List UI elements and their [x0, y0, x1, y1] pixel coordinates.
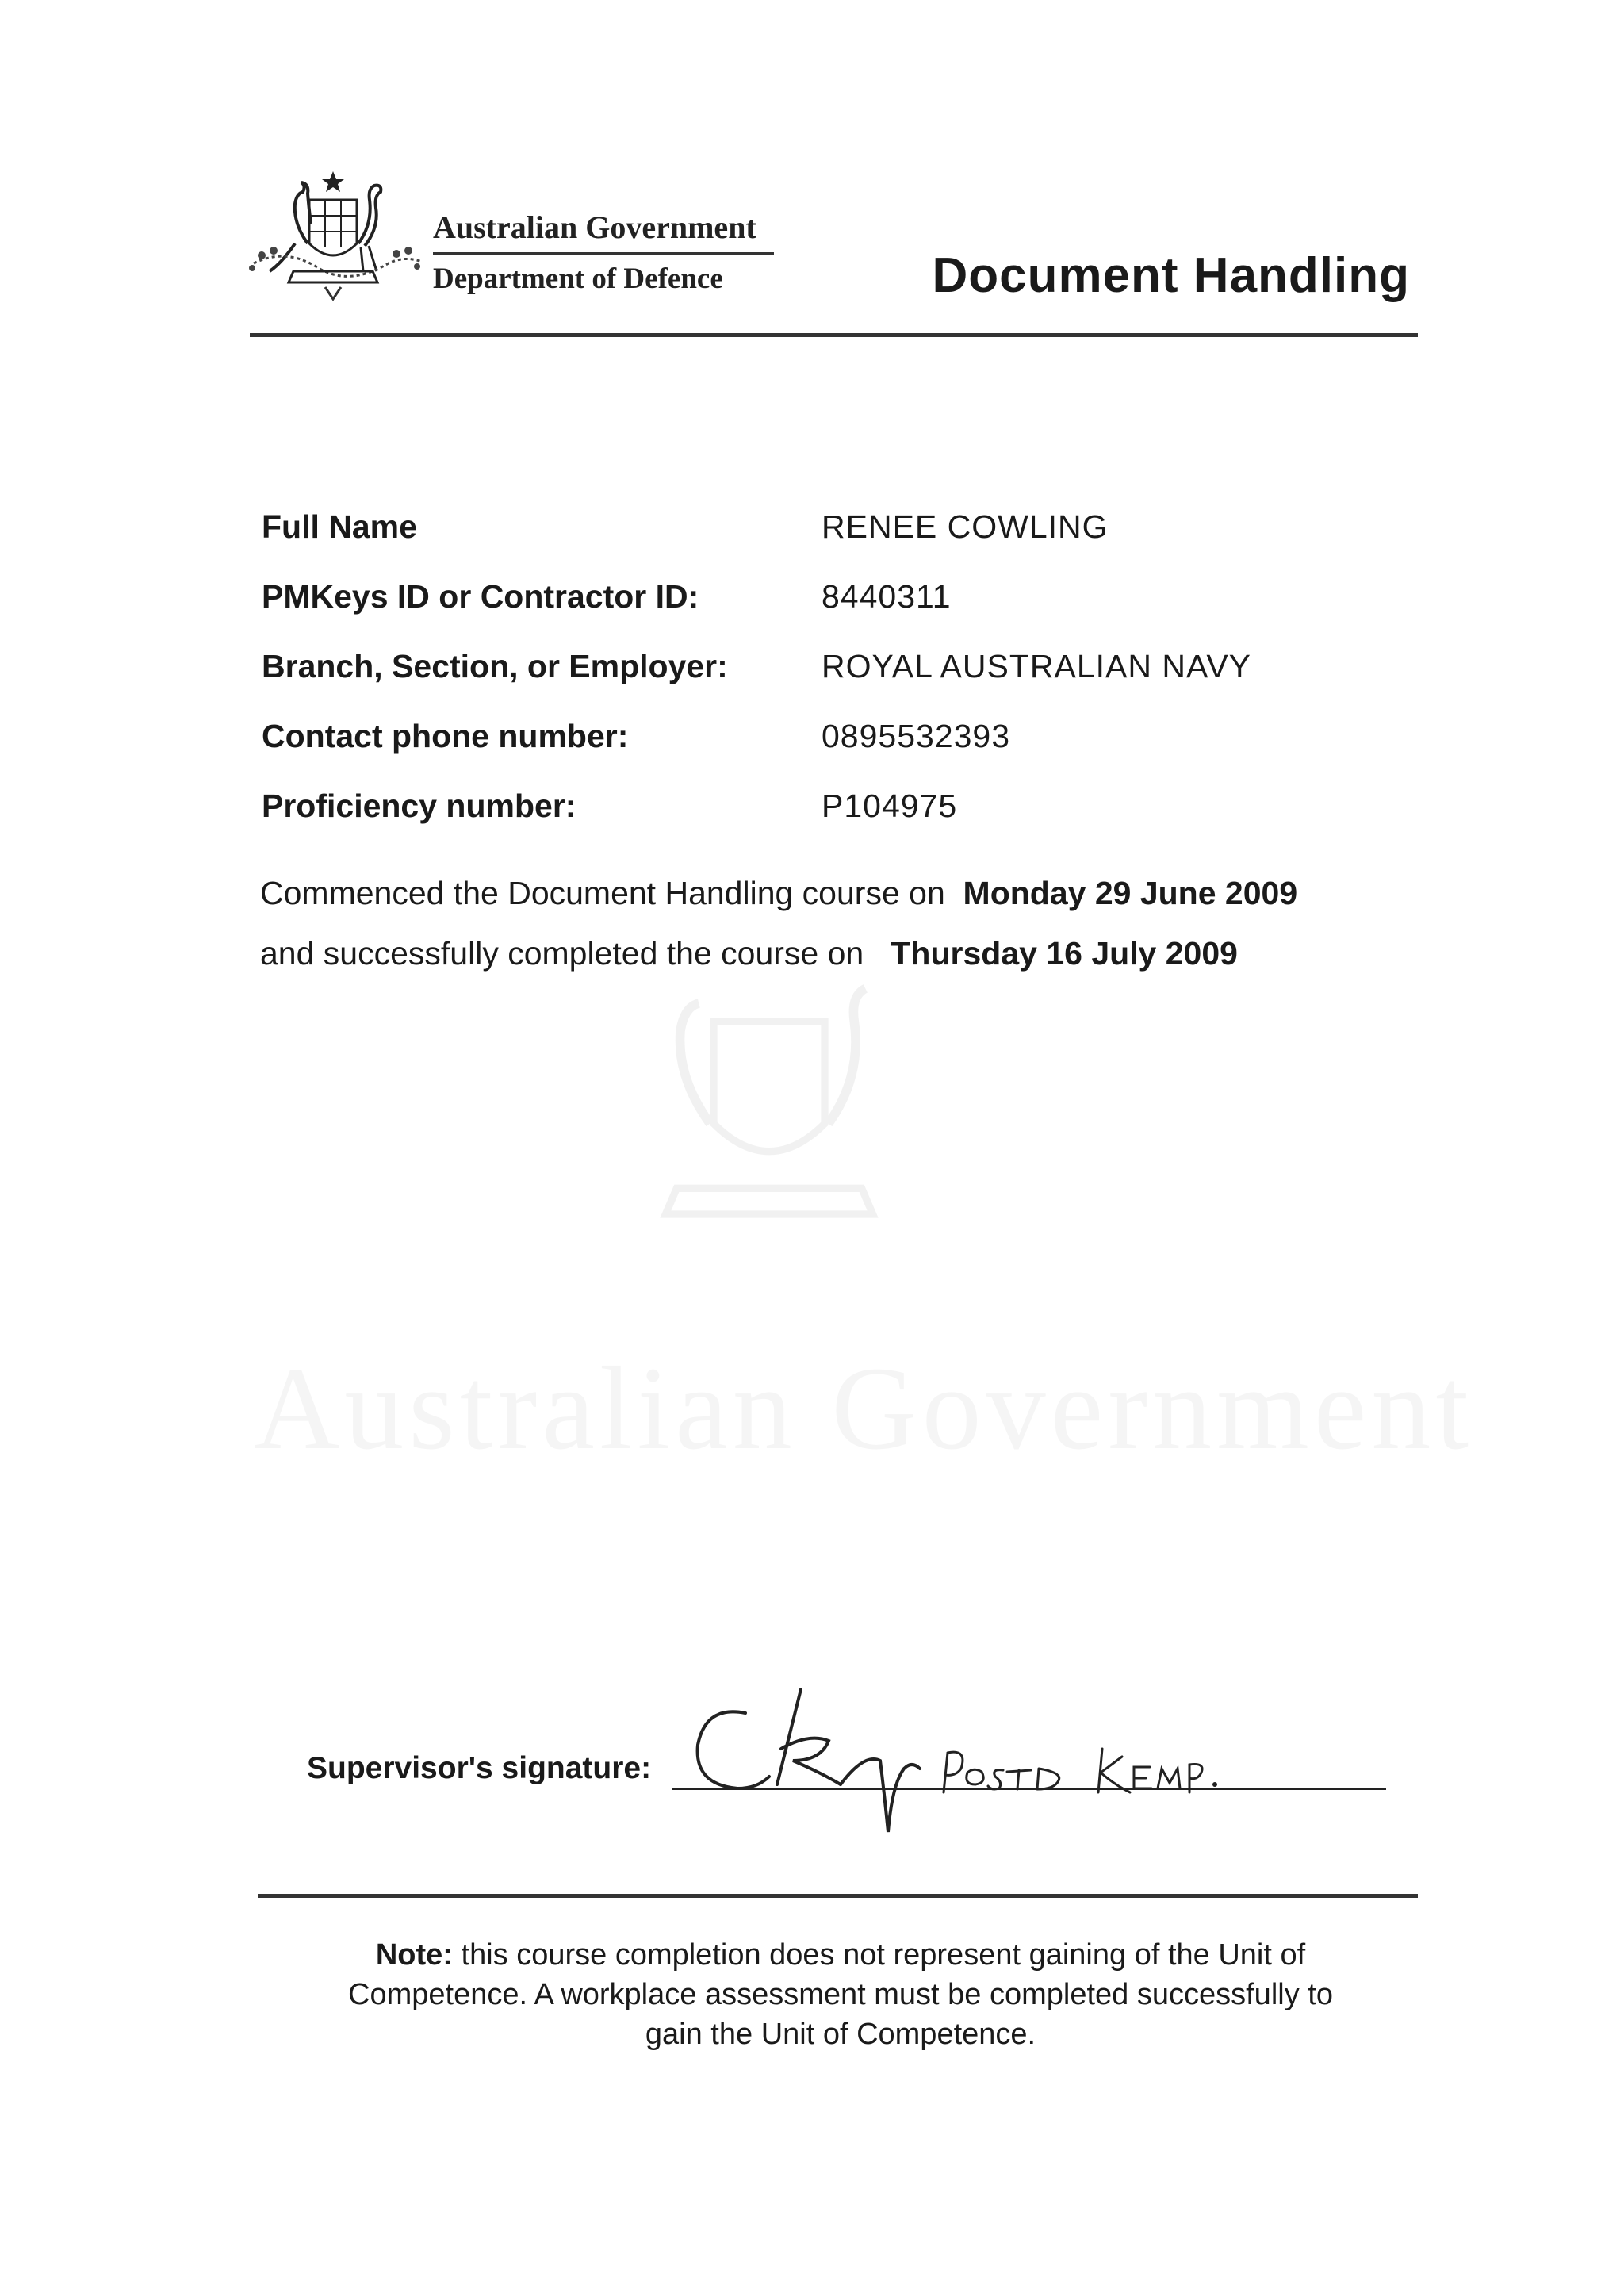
field-value: ROYAL AUSTRALIAN NAVY	[822, 647, 1252, 684]
organisation-name: Australian Government	[433, 209, 756, 245]
document-title: Document Handling	[932, 248, 1410, 303]
field-value: 8440311	[822, 577, 952, 615]
supervisor-signature	[682, 1673, 1237, 1840]
note-line-3: gain the Unit of Competence.	[645, 2018, 1036, 2051]
signature-label: Supervisor's signature:	[307, 1751, 652, 1785]
completion-statement	[260, 863, 1418, 983]
note-line-1	[262, 1935, 1419, 1975]
end-date: Thursday 16 July 2009	[891, 935, 1238, 972]
field-label: PMKeys ID or Contractor ID:	[262, 577, 699, 615]
note-label: Note:	[375, 1938, 453, 1972]
field-row-branch	[262, 631, 1411, 701]
field-label: Contact phone number:	[262, 717, 629, 754]
watermark-text	[254, 1340, 1443, 1477]
field-value: RENEE COWLING	[822, 508, 1109, 545]
watermark-crest-icon	[547, 948, 991, 1281]
note-line-2: Competence. A workplace assessment must be completed successfully to	[348, 1978, 1333, 2011]
header-divider	[250, 333, 1418, 337]
details-table	[262, 492, 1411, 841]
department-name: Department of Defence	[433, 263, 723, 295]
field-row-phone	[262, 701, 1411, 771]
field-label: Proficiency number:	[262, 787, 576, 824]
field-label: Full Name	[262, 508, 417, 545]
note-text: this course completion does not represent gaining of the Unit of	[461, 1938, 1306, 1972]
field-row-pmkeys-id	[262, 562, 1411, 631]
organisation-block	[433, 208, 776, 297]
field-label: Branch, Section, or Employer:	[262, 647, 728, 684]
footer-divider	[258, 1894, 1418, 1898]
organisation-divider	[433, 252, 774, 255]
commonwealth-coat-of-arms-icon	[238, 168, 428, 311]
field-value: P104975	[822, 787, 958, 824]
field-value: 0895532393	[822, 717, 1011, 754]
field-row-proficiency	[262, 771, 1411, 841]
statement-text: Commenced the Document Handling course on	[260, 875, 945, 911]
statement-text: and successfully completed the course on	[260, 935, 864, 972]
statement-line-start	[260, 863, 1418, 923]
completion-note	[262, 1935, 1419, 2054]
start-date: Monday 29 June 2009	[963, 875, 1298, 911]
statement-line-end	[260, 923, 1418, 983]
field-row-full-name	[262, 492, 1411, 562]
